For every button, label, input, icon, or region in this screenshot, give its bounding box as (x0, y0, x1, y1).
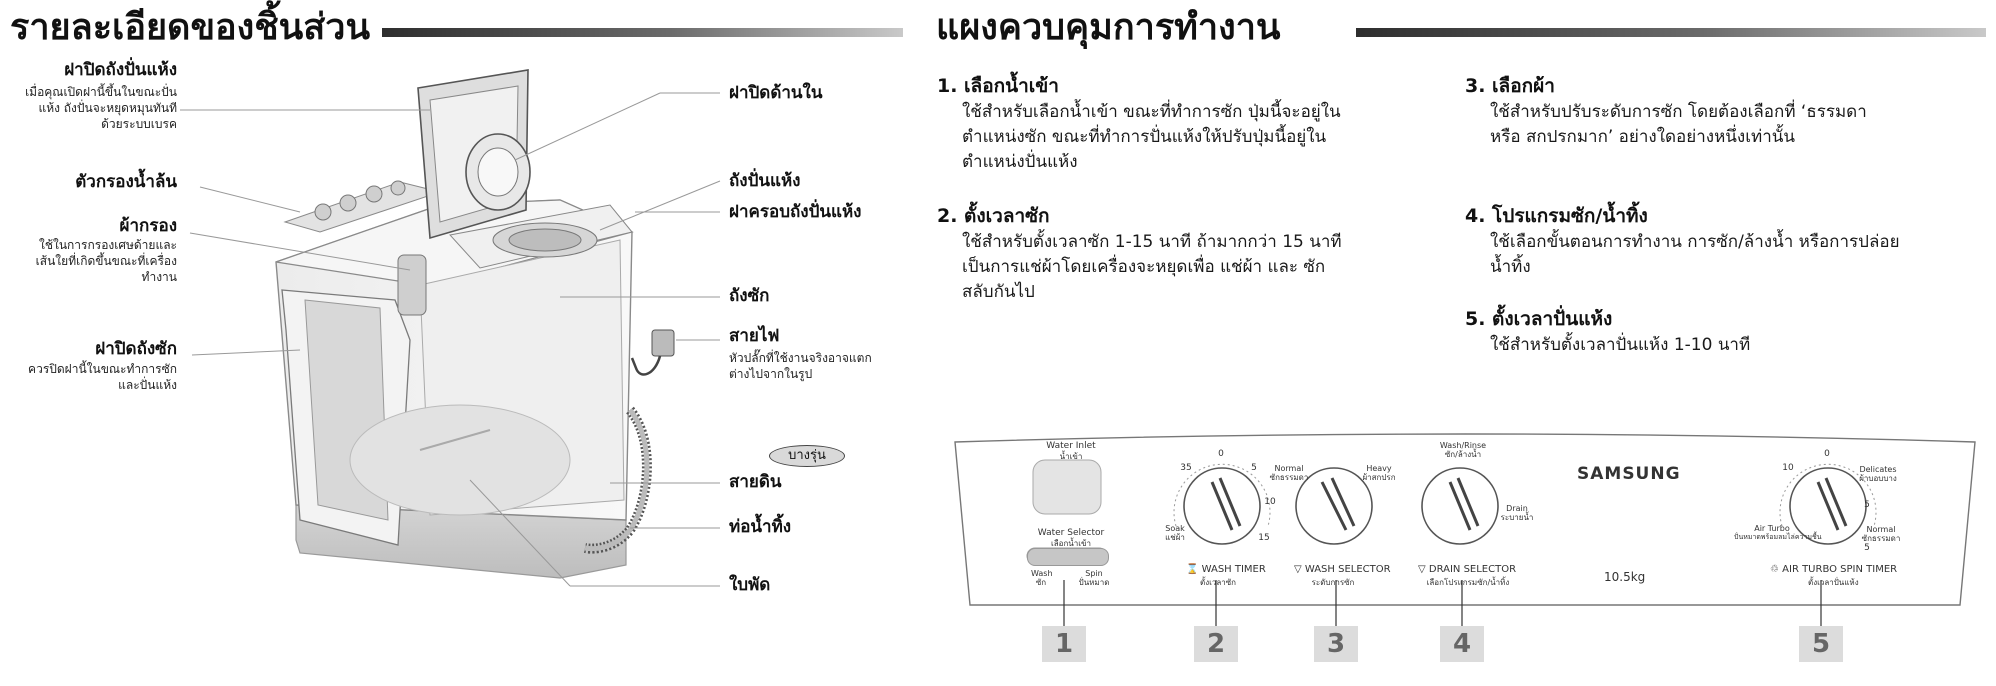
desc-wash-lid: ควรปิดฝานี้ในขณะทำการซักและปั่นแห้ง (28, 362, 177, 392)
spin-timer-0: 0 (1824, 449, 1830, 459)
label-spin-tub: ถังปั่นแห้ง (729, 171, 801, 191)
air-turbo-icon: ♲ (1770, 564, 1783, 575)
label-wash-lid: ฝาปิดถังซัก (95, 339, 177, 359)
water-selector-label: Water Selector (1037, 528, 1105, 538)
basin-icon: ▽ (1294, 564, 1305, 575)
desc-spin-lid: เมื่อคุณเปิดฝานี้ขึ้นในขณะปั่นแห้ง ถังปั่นจะหยุดหมุนทันทีด้วยระบบเบรค (25, 85, 177, 131)
control-2-desc: ใช้สำหรับตั้งเวลาซัก 1-15 นาที ถ้ามากกว่า 15 นาที เป็นการแช่ผ้าโดยเครื่องจะหยุดเพื่อ แช่ผ้า และ ซัก สลับกันไป (962, 232, 1342, 302)
wash-selector-normal-th: ซักธรรมดา (1269, 473, 1309, 482)
control-4-title: 4. โปรแกรมซัก/น้ำทิ้ง (1465, 205, 1648, 227)
label-wash-tub: ถังซัก (729, 286, 770, 306)
spin-timer-turbo: Air Turbo (1754, 524, 1790, 533)
spin-timer-delicates: Delicates (1859, 465, 1897, 474)
label-lint-filter: ผ้ากรอง (119, 216, 177, 236)
callout-number-4: 4 (1440, 626, 1484, 662)
wash-timer-0: 0 (1218, 449, 1224, 459)
label-drain-hose: ท่อน้ำทิ้ง (729, 517, 792, 537)
drain-selector-label: ▽ DRAIN SELECTOR (1418, 564, 1517, 575)
control-3-desc: ใช้สำหรับปรับระดับการซัก โดยต้องเลือกที่ ‘ธรรมดา หรือ สกปรกมาก’ อย่างใดอย่างหนึ่งเท่านั้น (1490, 102, 1867, 147)
wash-selector-heavy: Heavy (1366, 464, 1392, 473)
desc-power-cord: หัวปลั๊กที่ใช้งานจริงอาจแตกต่างไปจากในรูป (729, 351, 872, 381)
water-selector-wash-th: ซัก (1035, 578, 1047, 587)
label-inner-lid: ฝาปิดด้านใน (729, 83, 823, 103)
control-4-desc: ใช้เลือกขั้นตอนการทำงาน การซัก/ล้างน้ำ หรือการปล่อยน้ำทิ้ง (1490, 232, 1900, 277)
parts-section-title: รายละเอียดของชิ้นส่วน (10, 7, 371, 48)
label-overflow-filter: ตัวกรองน้ำล้น (75, 172, 177, 192)
wash-timer-10: 10 (1264, 497, 1276, 507)
brand-logo: SAMSUNG (1577, 464, 1681, 484)
water-inlet-label-th: น้ำเข้า (1059, 452, 1083, 461)
callout-number-3: 3 (1314, 626, 1358, 662)
drain-selector-rinse-th: ซัก/ล้างน้ำ (1444, 450, 1482, 459)
water-selector-spin-th: ปั่นหมาด (1078, 578, 1110, 587)
spin-timer-normal-th: ซักธรรมดา (1861, 534, 1901, 543)
drain-selector-rinse: Wash/Rinse (1439, 441, 1487, 450)
control-3-title: 3. เลือกผ้า (1465, 75, 1555, 97)
panel-title-bar (1356, 28, 1986, 37)
spin-timer-label-th: ตั้งเวลาปั่นแห้ง (1808, 578, 1859, 587)
panel-section-title: แผงควบคุมการทำงาน (936, 7, 1281, 48)
wash-timer-label: ⌛ WASH TIMER (1186, 564, 1266, 575)
drain-icon: ▽ (1418, 564, 1429, 575)
capacity-label: 10.5kg (1604, 570, 1646, 584)
callout-number-1: 1 (1042, 626, 1086, 662)
wash-selector-normal: Normal (1274, 464, 1304, 473)
spin-timer-normal: Normal (1866, 525, 1896, 534)
wash-selector-label: ▽ WASH SELECTOR (1294, 564, 1391, 575)
label-ground-wire: สายดิน (729, 472, 782, 492)
drain-selector-label-th: เลือกโปรแกรมซัก/น้ำทิ้ง (1426, 578, 1510, 587)
control-1-title: 1. เลือกน้ำเข้า (937, 75, 1059, 97)
spin-timer-5b: 5 (1864, 543, 1870, 553)
control-5-desc: ใช้สำหรับตั้งเวลาปั่นแห้ง 1-10 นาที (1490, 335, 1751, 355)
wash-selector-heavy-th: ผ้าสกปรก (1362, 473, 1396, 482)
callout-number-5: 5 (1799, 626, 1843, 662)
spin-timer-label: ♲ AIR TURBO SPIN TIMER (1770, 564, 1898, 575)
wash-timer-label-th: ตั้งเวลาซัก (1200, 578, 1236, 587)
water-selector-spin: Spin (1085, 569, 1103, 578)
wash-timer-soak: Soak (1165, 524, 1185, 533)
control-2-title: 2. ตั้งเวลาซัก (937, 205, 1050, 227)
spin-timer-turbo-th: ปั่นหมาดพร้อมลมไล่ความชื้น (1734, 533, 1822, 541)
desc-lint-filter: ใช้ในการกรองเศษด้ายและเส้นใยที่เกิดขึ้นขณะที่เครื่องทำงาน (35, 238, 177, 284)
water-selector-label-th: เลือกน้ำเข้า (1051, 539, 1091, 548)
spin-timer-5: 5 (1864, 500, 1870, 510)
control-5-title: 5. ตั้งเวลาปั่นแห้ง (1465, 308, 1613, 330)
drain-selector-knob[interactable] (1422, 468, 1498, 544)
callout-number-2: 2 (1194, 626, 1238, 662)
water-inlet-label: Water Inlet (1046, 441, 1096, 451)
wash-timer-knob[interactable] (1184, 468, 1260, 544)
wash-selector-label-th: ระดับการซัก (1311, 578, 1355, 587)
water-selector-wash: Wash (1031, 569, 1053, 578)
label-spin-lid: ฝาปิดถังปั่นแห้ง (64, 60, 177, 80)
drain-selector-drain: Drain (1506, 504, 1528, 513)
some-models-badge: บางรุ่น (769, 445, 845, 467)
wash-timer-35: 35 (1180, 463, 1192, 473)
wash-timer-5: 5 (1251, 463, 1257, 473)
wash-timer-soak-th: แช่ผ้า (1165, 533, 1185, 542)
wash-timer-15: 15 (1258, 533, 1270, 543)
spin-timer-delicates-th: ผ้าบอบบาง (1859, 474, 1897, 483)
label-spin-cover: ฝาครอบถังปั่นแห้ง (729, 202, 862, 222)
label-pulsator: ใบพัด (729, 575, 771, 595)
spin-timer-10: 10 (1782, 463, 1794, 473)
hourglass-icon: ⌛ (1186, 564, 1202, 575)
control-1-desc: ใช้สำหรับเลือกน้ำเข้า ขณะที่ทำการซัก ปุ่มนี้จะอยู่ในตำแหน่งซัก ขณะที่ทำการปั่นแห้งให้ปรับปุ่มนี้อยู่ในตำแหน่งปั่นแห้ง (962, 102, 1341, 172)
label-power-cord: สายไฟ (729, 326, 780, 346)
water-selector-slider[interactable] (1027, 548, 1109, 566)
drain-selector-drain-th: ระบายน้ำ (1500, 513, 1534, 522)
